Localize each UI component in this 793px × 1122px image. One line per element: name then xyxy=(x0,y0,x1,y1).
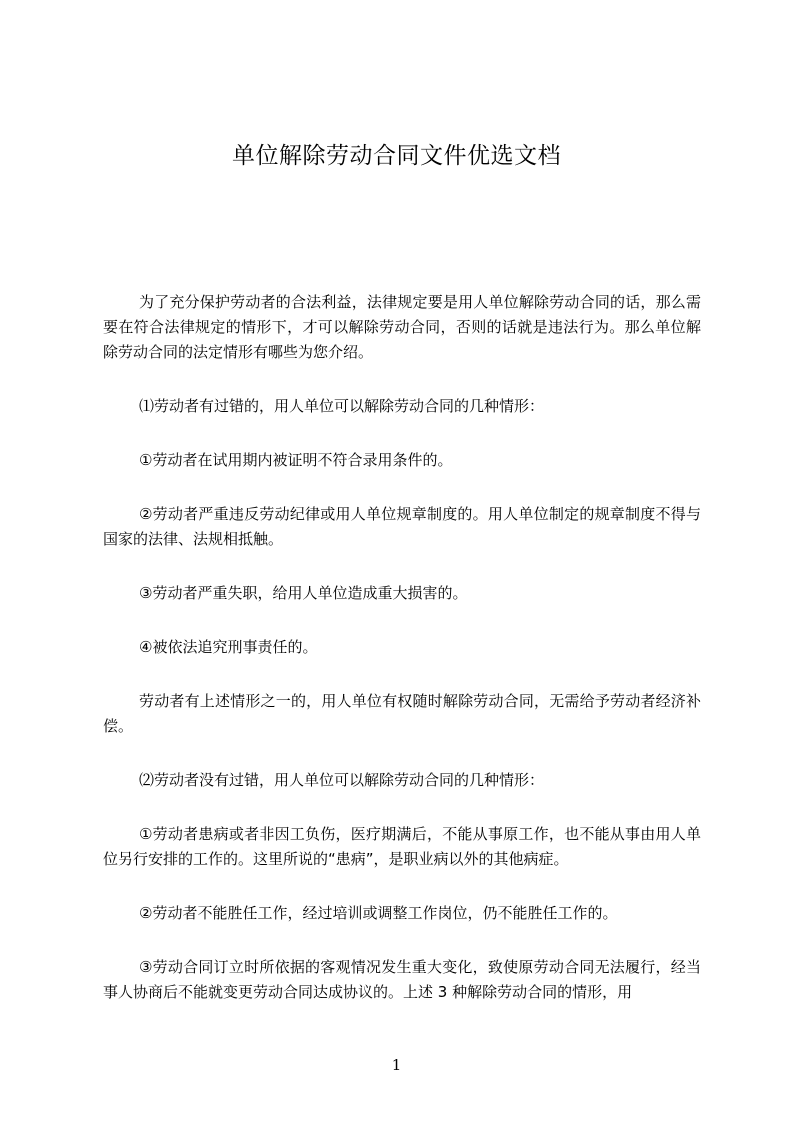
document-body xyxy=(103,290,701,1034)
paragraph-item: ②劳动者不能胜任工作，经过培训或调整工作岗位，仍不能胜任工作的。 xyxy=(139,904,618,922)
document-title: 单位解除劳动合同文件优选文档 xyxy=(232,143,561,169)
paragraph-section-2-heading: ⑵劳动者没有过错，用人单位可以解除劳动合同的几种情形： xyxy=(139,771,545,789)
paragraph-item: ②劳动者严重违反劳动纪律或用人单位规章制度的。用人单位制定的规章制度不得与国家的法律、法规相抵触。 xyxy=(103,505,701,548)
paragraph-summary: 劳动者有上述情形之一的，用人单位有权随时解除劳动合同，无需给予劳动者经济补偿。 xyxy=(103,692,701,735)
paragraph-intro: 为了充分保护劳动者的合法利益，法律规定要是用人单位解除劳动合同的话，那么需要在符合法律规定的情形下，才可以解除劳动合同，否则的话就是违法行为。那么单位解除劳动合同的法定情形有哪些为您介绍。 xyxy=(103,293,701,361)
paragraph-item: ③劳动者严重失职，给用人单位造成重大损害的。 xyxy=(139,584,468,602)
paragraph-item: ①劳动者在试用期内被证明不符合录用条件的。 xyxy=(139,451,453,469)
page-number: 1 xyxy=(391,1056,402,1074)
paragraph-section-1-heading: ⑴劳动者有过错的，用人单位可以解除劳动合同的几种情形： xyxy=(139,397,545,415)
paragraph-item: ④被依法追究刑事责任的。 xyxy=(139,638,318,656)
paragraph-item: ①劳动者患病或者非因工负伤，医疗期满后，不能从事原工作，也不能从事由用人单位另行安排的工作的。这里所说的“患病”，是职业病以外的其他病症。 xyxy=(103,825,701,868)
paragraph-item: ③劳动合同订立时所依据的客观情况发生重大变化，致使原劳动合同无法履行，经当事人协商后不能就变更劳动合同达成协议的。上述 3 种解除劳动合同的情形，用 xyxy=(103,958,701,1001)
